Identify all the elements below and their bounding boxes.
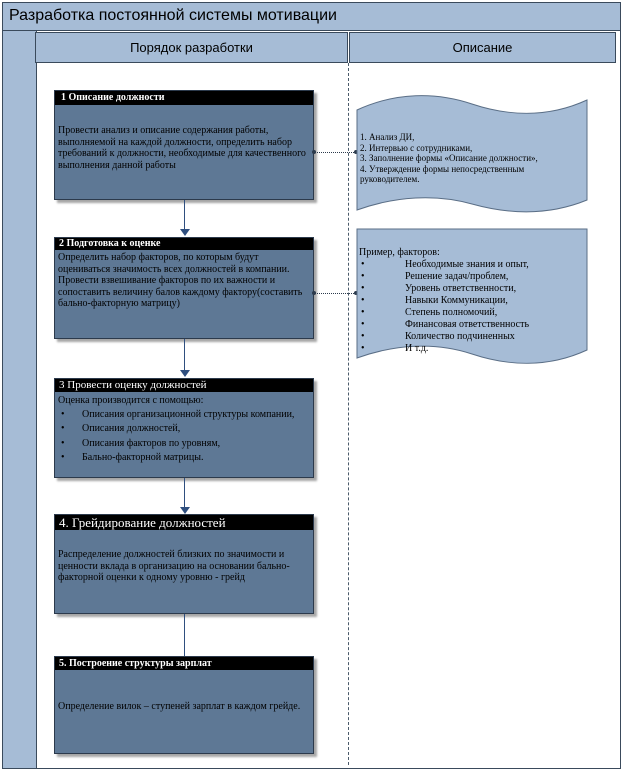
connector-3-4	[184, 478, 185, 508]
step-3-bullet: • Описания организационной структуры компании,	[58, 409, 310, 421]
arrow-2-3	[180, 370, 190, 377]
title-bar	[3, 3, 620, 31]
step-3-header: 3 Провести оценку должностей	[55, 379, 313, 392]
column-header-description: Описание	[349, 32, 616, 63]
step-3-box	[54, 378, 314, 478]
factor-item: • Необходимые знания и опыт,	[359, 259, 585, 271]
step-5-text: Определение вилок – ступеней зарплат в каждом грейде.	[58, 701, 301, 712]
factor-item: • Финансовая ответственность	[359, 319, 585, 331]
factor-item: • Степень полномочий,	[359, 307, 585, 319]
description-doc-2	[356, 228, 588, 368]
connector-1-2	[184, 200, 185, 230]
step-3-bullet: • Описания должностей,	[58, 423, 310, 435]
step-3-bullet: • Бально-факторной матрицы.	[58, 452, 310, 464]
connector-4-5	[184, 614, 185, 656]
link-step1-start	[312, 150, 316, 154]
factor-item: • И т.д.	[359, 343, 585, 355]
column-header-process: Порядок разработки	[35, 32, 348, 63]
step-3-bullet: • Описания факторов по уровням,	[58, 438, 310, 450]
step-3-intro: Оценка производится с помощью:	[58, 395, 204, 406]
connector-2-3	[184, 339, 185, 371]
arrow-1-2	[180, 229, 190, 236]
factor-item: • Решение задач/проблем,	[359, 271, 585, 283]
arrow-3-4	[180, 507, 190, 514]
doc-1-text	[360, 132, 584, 185]
step-2-text-2: Провести взвешивание факторов по их важности и сопоставить величину балов каждому фактору(составить бально-факторную матрицу)	[58, 275, 303, 309]
factor-item: • Навыки Коммуникации,	[359, 295, 585, 307]
description-doc-1	[356, 92, 588, 216]
step-5-box	[54, 656, 314, 754]
left-strip	[3, 31, 37, 768]
step-4-text: Распределение должностей близких по значимости и ценности вклада в организацию на основании бально-факторной оценки к одному уровню - грейд	[58, 549, 290, 583]
step-5-header: 5. Построение структуры зарплат	[55, 657, 313, 670]
factor-item: • Количество подчиненных	[359, 331, 585, 343]
step-5-body	[58, 701, 310, 713]
doc-1-line: 2. Интервью с сотрудниками,	[360, 142, 473, 153]
step-2-header: 2 Подготовка к оценке	[55, 238, 313, 250]
step-3-bullet-list	[58, 409, 310, 464]
step-4-header: 4. Грейдирование должностей	[55, 515, 313, 530]
doc-2-intro: Пример, факторов:	[359, 247, 440, 258]
doc-2-factor-list	[359, 259, 585, 355]
step-1-box	[54, 90, 314, 200]
link-step1-doc1	[314, 152, 356, 153]
link-step2-start	[312, 291, 316, 295]
step-1-body	[58, 125, 310, 171]
step-1-text: Провести анализ и описание содержания работы, выполняемой на каждой должности, определить набор требований к должности, необходимые для качественного выполнения данной работы	[58, 125, 306, 171]
doc-1-line: 1. Анализ ДИ,	[360, 132, 415, 142]
doc-2-text	[359, 247, 585, 355]
factor-item: • Уровень ответственности,	[359, 283, 585, 295]
column-divider	[348, 63, 349, 765]
step-1-header: 1 Описание должности	[55, 91, 313, 105]
step-2-body	[58, 252, 310, 310]
step-3-body	[58, 395, 310, 467]
step-2-text-1: Определить набор факторов, по которым будут оцениваться значимость всех должностей в компании.	[58, 252, 290, 275]
doc-1-line: 3. Заполнение формы «Описание должности»,	[360, 153, 538, 163]
step-4-box	[54, 514, 314, 614]
link-step2-doc2	[314, 293, 356, 294]
doc-1-line: 4. Утверждение формы непосредственным руководителем.	[360, 163, 525, 184]
step-4-body	[58, 549, 310, 584]
diagram-title: Разработка постоянной системы мотивации	[9, 7, 337, 24]
step-2-box	[54, 237, 314, 339]
